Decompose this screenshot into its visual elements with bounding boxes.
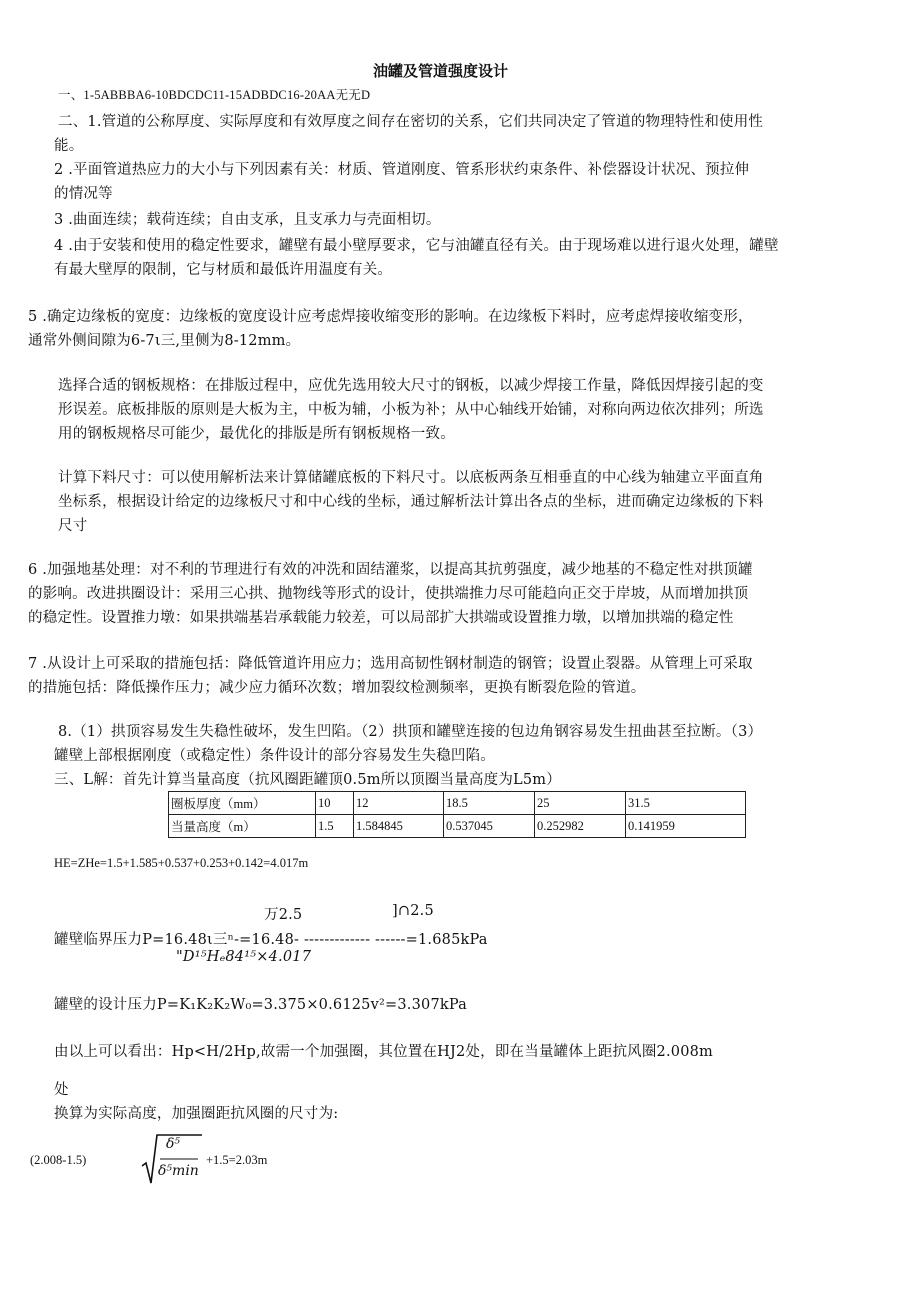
paragraph-6-line-1: 6 .加强地基处理：对不利的节理进行有效的冲洗和固结灌浆，以提高其抗剪强度，减少地基的不稳定性对拱顶罐 [28,562,753,578]
table-cell: 圈板厚度（mm） [169,792,316,815]
conclusion-line-1: 由以上可以看出：Hp<H/2Hp,故需一个加强圈，其位置在HJ2处，即在当量罐体上距抗风圈2.008m [54,1044,714,1060]
formula-top-left: 万2.5 [264,907,303,923]
conclusion-line-2: 处 [54,1082,69,1098]
table-cell: 1.5 [316,815,354,838]
design-pressure-formula: 罐壁的设计压力P=K₁K₂K₂W₀=3.375×0.6125v²=3.307kPa [54,997,468,1013]
paragraph-2-line-2: 的情况等 [54,186,113,202]
section-3-intro: 三、L解：首先计算当量高度（抗风圈距罐顶0.5m所以顶圈当量高度为L5m） [54,772,561,788]
paragraph-7-line-2: 的措施包括：降低操作压力；减少应力循环次数；增加裂纹检测频率，更换有断裂危险的管道。 [28,680,646,696]
formula-denominator: "D¹⁵Hₑ84¹⁵×4.017 [176,949,312,965]
paragraph-5-line-2: 通常外侧间隙为6-7ι三,里侧为8-12mm。 [28,333,301,349]
paragraph-3: 3 .曲面连续；载荷连续；自由支承，且支承力与壳面相切。 [54,212,441,228]
paragraph-8-line-2: 罐壁上部根据刚度（或稳定性）条件设计的部分容易发生失稳凹陷。 [54,748,495,764]
paragraph-5-steel-line-3: 用的钢板规格尽可能少，最优化的排版是所有钢板规格一致。 [58,426,455,442]
table-cell: 0.537045 [444,815,535,838]
paragraph-5-steel-line-1: 选择合适的钢板规格：在排版过程中，应优先选用较大尺寸的钢板，以减少焊接工作量，降低因焊接引起的变 [58,378,764,394]
paragraph-6-line-3: 的稳定性。设置推力墩：如果拱端基岩承载能力较差，可以局部扩大拱端或设置推力墩，以增加拱端的稳定性 [28,610,734,626]
table-cell: 当量高度（m） [169,815,316,838]
equivalent-height-table [168,791,746,838]
paragraph-5-steel-line-2: 形误差。底板排版的原则是大板为主，中板为辅，小板为补；从中心轴线开始铺，对称向两边依次排列；所选 [58,402,764,418]
final-formula-left: (2.008-1.5) [30,1153,87,1167]
paragraph-8-line-1: 8.（1）拱顶容易发生失稳性破坏，发生凹陷。（2）拱顶和罐壁连接的包边角钢容易发生扭曲甚至拉断。（3） [58,724,763,740]
paragraph-5-calc-line-3: 尺寸 [58,518,88,534]
conclusion-line-3: 换算为实际高度，加强圈距抗风圈的尺寸为: [54,1106,339,1122]
table-row [169,815,746,838]
paragraph-5-calc-line-1: 计算下料尺寸：可以使用解析法来计算储罐底板的下料尺寸。以底板两条互相垂直的中心线为轴建立平面直角 [58,470,764,486]
table-cell: 1.584845 [354,815,444,838]
paragraph-2-line-1: 2 .平面管道热应力的大小与下列因素有关：材质、管道刚度、管系形状约束条件、补偿器设计状况、预拉伸 [54,162,750,178]
paragraph-4-line-1: 4 .由于安装和使用的稳定性要求，罐壁有最小壁厚要求，它与油罐直径有关。由于现场难以进行退火处理，罐壁 [54,238,779,254]
table-cell: 18.5 [444,792,535,815]
table-cell: 25 [535,792,626,815]
answers-line: 一、1-5ABBBA6-10BDCDC11-15ADBDC16-20AA无无D [58,88,371,102]
final-formula-result: +1.5=2.03m [206,1153,268,1167]
paragraph-4-line-2: 有最大壁厚的限制，它与材质和最低许用温度有关。 [54,262,393,278]
paragraph-7-line-1: 7 .从设计上可采取的措施包括：降低管道许用应力；选用高韧性钢材制造的钢管；设置止裂器。从管理上可采取 [28,656,753,672]
document-title: 油罐及管道强度设计 [373,62,509,80]
paragraph-5-calc-line-2: 坐标系，根据设计给定的边缘板尺寸和中心线的坐标，通过解析法计算出各点的坐标，进而确定边缘板的下料 [58,494,764,510]
table-cell: 10 [316,792,354,815]
table-cell: 31.5 [626,792,746,815]
table-cell: 0.252982 [535,815,626,838]
radical-numerator: δ⁵ [166,1136,181,1152]
table-cell: 0.141959 [626,815,746,838]
paragraph-1-line-2: 能。 [54,138,84,154]
table-row [169,792,746,815]
paragraph-1-line-1: 二、1.管道的公称厚度、实际厚度和有效厚度之间存在密切的关系，它们共同决定了管道的物理特性和使用性 [58,114,764,130]
table-cell: 12 [354,792,444,815]
paragraph-5-line-1: 5 .确定边缘板的宽度：边缘板的宽度设计应考虑焊接收缩变形的影响。在边缘板下料时，应考虑焊接收缩变形， [28,309,753,325]
critical-pressure-formula: 罐壁临界压力P=16.48ι三ⁿ-=16.48- ------------- ------=1.685kPa [54,932,488,948]
paragraph-6-line-2: 的影响。改进拱圈设计：采用三心拱、抛物线等形式的设计，使拱端推力尽可能趋向正交于岸坡，从而增加拱顶 [28,586,749,602]
equivalent-height-sum: HE=ZHe=1.5+1.585+0.537+0.253+0.142=4.017m [54,856,309,870]
formula-top-right: ]∩2.5 [392,903,434,919]
radical-denominator: δ⁵min [158,1163,199,1179]
